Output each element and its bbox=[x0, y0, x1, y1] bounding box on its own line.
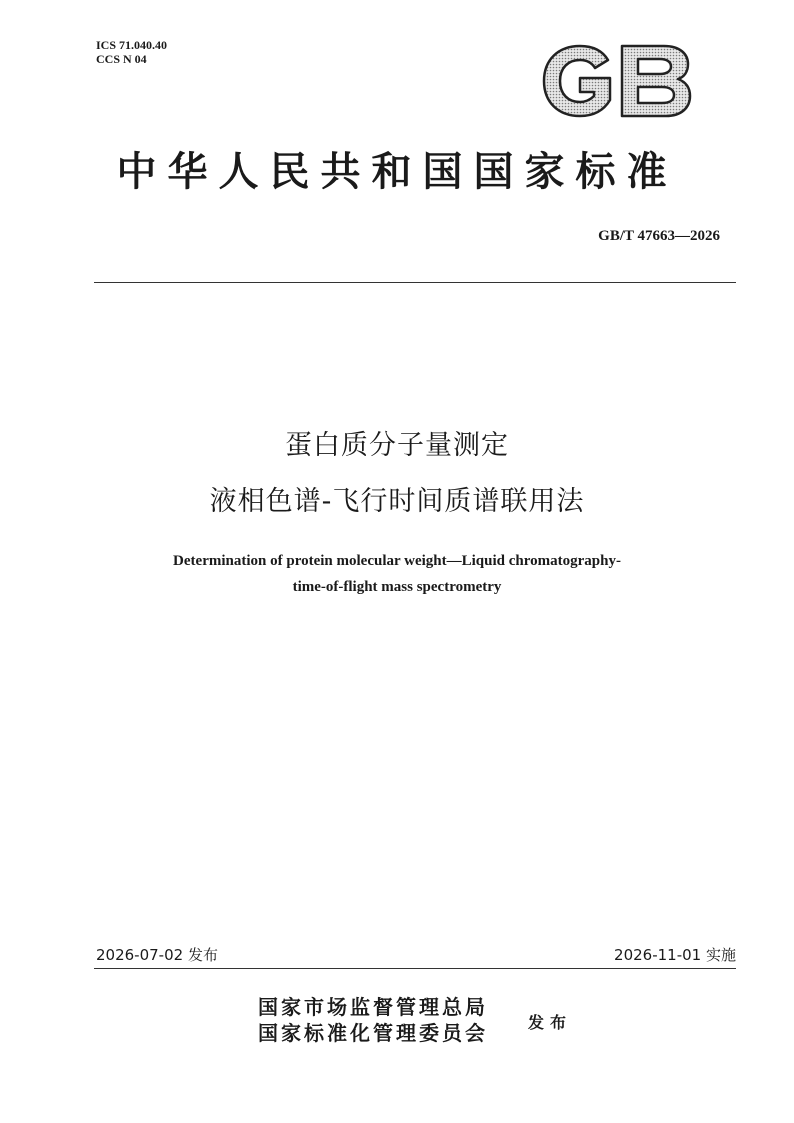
implementation-date: 2026-11-01 实施 bbox=[614, 946, 736, 964]
national-standard-heading: 中华人民共和国国家标准 bbox=[116, 148, 678, 195]
chinese-title-line1: 蛋白质分子量测定 bbox=[285, 430, 509, 461]
issuer-sac: 国家标准化管理委员会 bbox=[258, 1021, 488, 1045]
classification-codes bbox=[96, 38, 167, 66]
ics-code: ICS 71.040.40 bbox=[96, 38, 168, 52]
issue-date: 2026-07-02 发布 bbox=[96, 946, 218, 964]
english-title-line1: Determination of protein molecular weight—Liquid chromatography- bbox=[173, 553, 621, 569]
english-title-line2: time-of-flight mass spectrometry bbox=[292, 579, 502, 595]
publish-label: 发布 bbox=[528, 1013, 573, 1032]
gb-logo-icon bbox=[540, 42, 694, 120]
ccs-code: CCS N 04 bbox=[96, 52, 147, 66]
standard-number: GB/T 47663—2026 bbox=[598, 228, 720, 244]
chinese-title-line2: 液相色谱-飞行时间质谱联用法 bbox=[209, 486, 585, 517]
issuer-samr: 国家市场监督管理总局 bbox=[258, 995, 488, 1019]
issuing-authorities bbox=[258, 994, 488, 1046]
top-divider bbox=[94, 282, 736, 283]
bottom-divider bbox=[94, 968, 736, 969]
